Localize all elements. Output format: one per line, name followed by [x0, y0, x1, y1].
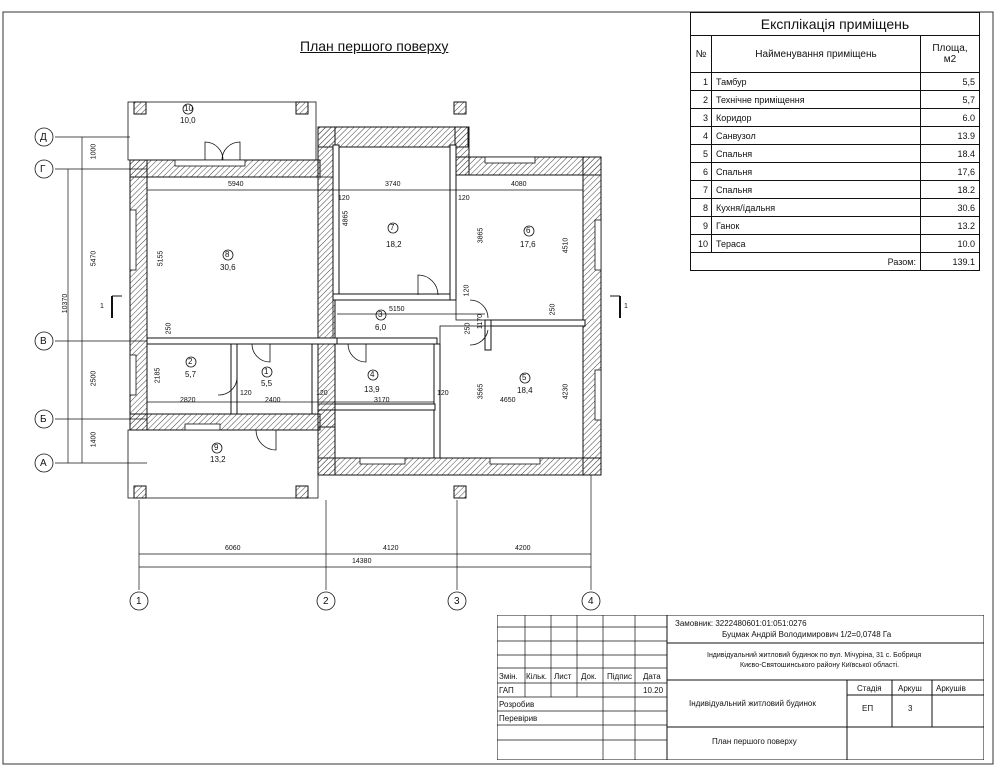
room-area: 5,5 [921, 73, 980, 91]
customer-name: Буцмак Андрій Володимирович 1/2=0,0748 Га [722, 630, 892, 639]
dim-bottom: 4200 [515, 545, 531, 552]
explication-row [691, 91, 980, 109]
dim-inner: 250 [165, 322, 173, 335]
explication-title: Експлікація приміщень [691, 13, 980, 36]
row-number: 4 [691, 127, 712, 145]
dim-inner: 120 [463, 284, 471, 297]
dim-inner: 3565 [477, 383, 485, 400]
room-area: 10.0 [921, 235, 980, 253]
room-name: Ганок [712, 217, 921, 235]
room-name: Тераса [712, 235, 921, 253]
explication-row [691, 199, 980, 217]
dim-inner: 250 [549, 303, 557, 316]
room-area: 13,9 [364, 385, 380, 394]
room-number: 9 [214, 443, 219, 452]
room-area: 30.6 [921, 199, 980, 217]
dim-inner: 4510 [562, 237, 570, 254]
row-number: 8 [691, 199, 712, 217]
interior-walls [147, 145, 585, 458]
title-block [497, 615, 984, 760]
room-name: Спальня [712, 163, 921, 181]
explication-table [690, 12, 980, 271]
dim-left: 10370 [62, 293, 70, 314]
row-number: 6 [691, 163, 712, 181]
room-area: 30,6 [220, 263, 236, 272]
row-number: 7 [691, 181, 712, 199]
room-number: 2 [188, 357, 193, 366]
axis-row-label: Б [40, 414, 47, 425]
dim-left: 1400 [90, 431, 98, 448]
dim-inner: 1170 [477, 313, 485, 330]
dim-bottom: 6060 [225, 545, 241, 552]
room-area: 5,7 [185, 370, 197, 379]
room-area: 18.4 [921, 145, 980, 163]
drawing-name: План першого поверху [712, 737, 797, 746]
header-date: Дата [643, 672, 661, 681]
room-number: 3 [378, 310, 383, 319]
room-area: 5,5 [261, 379, 273, 388]
dim-inner: 120 [458, 195, 470, 202]
customer-line: Замовник: 3222480601:01:051:0276 [675, 619, 807, 628]
stage-value: ЕП [862, 704, 874, 713]
gap-date: 10.20 [643, 686, 664, 695]
axis-col-label: 2 [323, 596, 329, 607]
dim-inner: 5155 [157, 250, 165, 267]
stage-header: Стадія [857, 684, 882, 693]
explication-row [691, 109, 980, 127]
developed-by: Розробив [499, 700, 535, 709]
dim-top: 4080 [511, 181, 527, 188]
room-number: 5 [522, 373, 527, 382]
dim-inner: 120 [437, 390, 449, 397]
dim-inner: 4230 [562, 383, 570, 400]
dim-top: 5940 [228, 181, 244, 188]
sheets-header: Аркушів [936, 684, 966, 693]
room-name: Технічне приміщення [712, 91, 921, 109]
axis-row-label: Д [40, 132, 47, 143]
room-area: 13,2 [210, 455, 226, 464]
address-line-1: Індивідуальний житловий будинок по вул. Мічуріна, 31 с. Бобриця [707, 652, 922, 659]
dim-bottom: 4120 [383, 545, 399, 552]
dim-inner: 120 [240, 390, 252, 397]
axis-col-label: 3 [454, 596, 460, 607]
dim-left: 1000 [90, 143, 98, 160]
room-name: Кухня/їдальня [712, 199, 921, 217]
total-value: 139.1 [921, 253, 980, 271]
col-num-header: № [691, 36, 712, 73]
dim-inner: 120 [338, 195, 350, 202]
header-sheet: Лист [554, 672, 572, 681]
explication-row [691, 127, 980, 145]
explication-row [691, 163, 980, 181]
explication-row [691, 73, 980, 91]
gap-label: ГАП [499, 686, 514, 695]
dim-left: 2500 [90, 370, 98, 387]
axis-col-label: 4 [588, 596, 594, 607]
sheet-header: Аркуш [898, 684, 922, 693]
plan-title: План першого поверху [300, 38, 449, 54]
checked-by: Перевірив [499, 714, 538, 723]
room-name: Тамбур [712, 73, 921, 91]
room-number: 7 [390, 223, 395, 232]
dim-inner: 4650 [500, 397, 516, 404]
row-number: 10 [691, 235, 712, 253]
row-number: 1 [691, 73, 712, 91]
dim-inner: 2820 [180, 397, 196, 404]
room-name: Спальня [712, 145, 921, 163]
axis-col-label: 1 [136, 596, 142, 607]
total-label: Разом: [691, 253, 921, 271]
explication-row [691, 145, 980, 163]
room-area: 17,6 [520, 240, 536, 249]
room-area: 18,4 [517, 386, 533, 395]
room-area: 17,6 [921, 163, 980, 181]
room-name: Санвузол [712, 127, 921, 145]
dim-inner: 120 [316, 390, 328, 397]
room-number: 8 [225, 250, 230, 259]
axis-row-label: Г [40, 164, 46, 175]
header-quantity: Кільк. [526, 672, 547, 681]
header-signature: Підпис [607, 672, 632, 681]
room-area: 13.2 [921, 217, 980, 235]
building-name: Індивідуальний житловий будинок [689, 699, 816, 708]
room-area: 5,7 [921, 91, 980, 109]
sheet-value: 3 [908, 704, 913, 713]
dim-inner: 3865 [477, 227, 485, 244]
room-name: Спальня [712, 181, 921, 199]
exterior-walls [130, 127, 601, 475]
dim-inner: 5150 [389, 306, 405, 313]
room-name: Коридор [712, 109, 921, 127]
room-number: 4 [370, 370, 375, 379]
header-changes: Змін. [499, 672, 518, 681]
row-number: 5 [691, 145, 712, 163]
dim-inner: 4865 [342, 210, 350, 227]
dim-inner: 3170 [374, 397, 390, 404]
explication-row [691, 181, 980, 199]
axis-row-label: В [40, 336, 47, 347]
dim-inner: 2185 [154, 367, 162, 384]
header-document: Док. [581, 672, 597, 681]
row-number: 9 [691, 217, 712, 235]
col-name-header: Найменування приміщень [712, 36, 921, 73]
dim-inner: 2400 [265, 397, 281, 404]
axis-row-label: А [40, 458, 47, 469]
dim-top: 3740 [385, 181, 401, 188]
dim-bottom: 14380 [352, 558, 372, 565]
col-area-header: Площа, м2 [921, 36, 980, 73]
room-area: 6.0 [921, 109, 980, 127]
room-area: 13.9 [921, 127, 980, 145]
section-mark-label: 1 [624, 303, 628, 310]
room-area: 18.2 [921, 181, 980, 199]
dim-left: 5470 [90, 250, 98, 267]
address-line-2: Києво-Святошинського району Київської області. [740, 662, 900, 669]
dim-inner: 250 [464, 322, 472, 335]
room-area: 10,0 [180, 116, 196, 125]
explication-row [691, 217, 980, 235]
room-number: 10 [184, 104, 193, 113]
row-number: 3 [691, 109, 712, 127]
explication-row [691, 235, 980, 253]
row-number: 2 [691, 91, 712, 109]
room-area: 6,0 [375, 323, 387, 332]
room-number: 1 [264, 367, 269, 376]
section-mark-label: 1 [100, 303, 104, 310]
room-number: 6 [526, 226, 531, 235]
room-area: 18,2 [386, 240, 402, 249]
